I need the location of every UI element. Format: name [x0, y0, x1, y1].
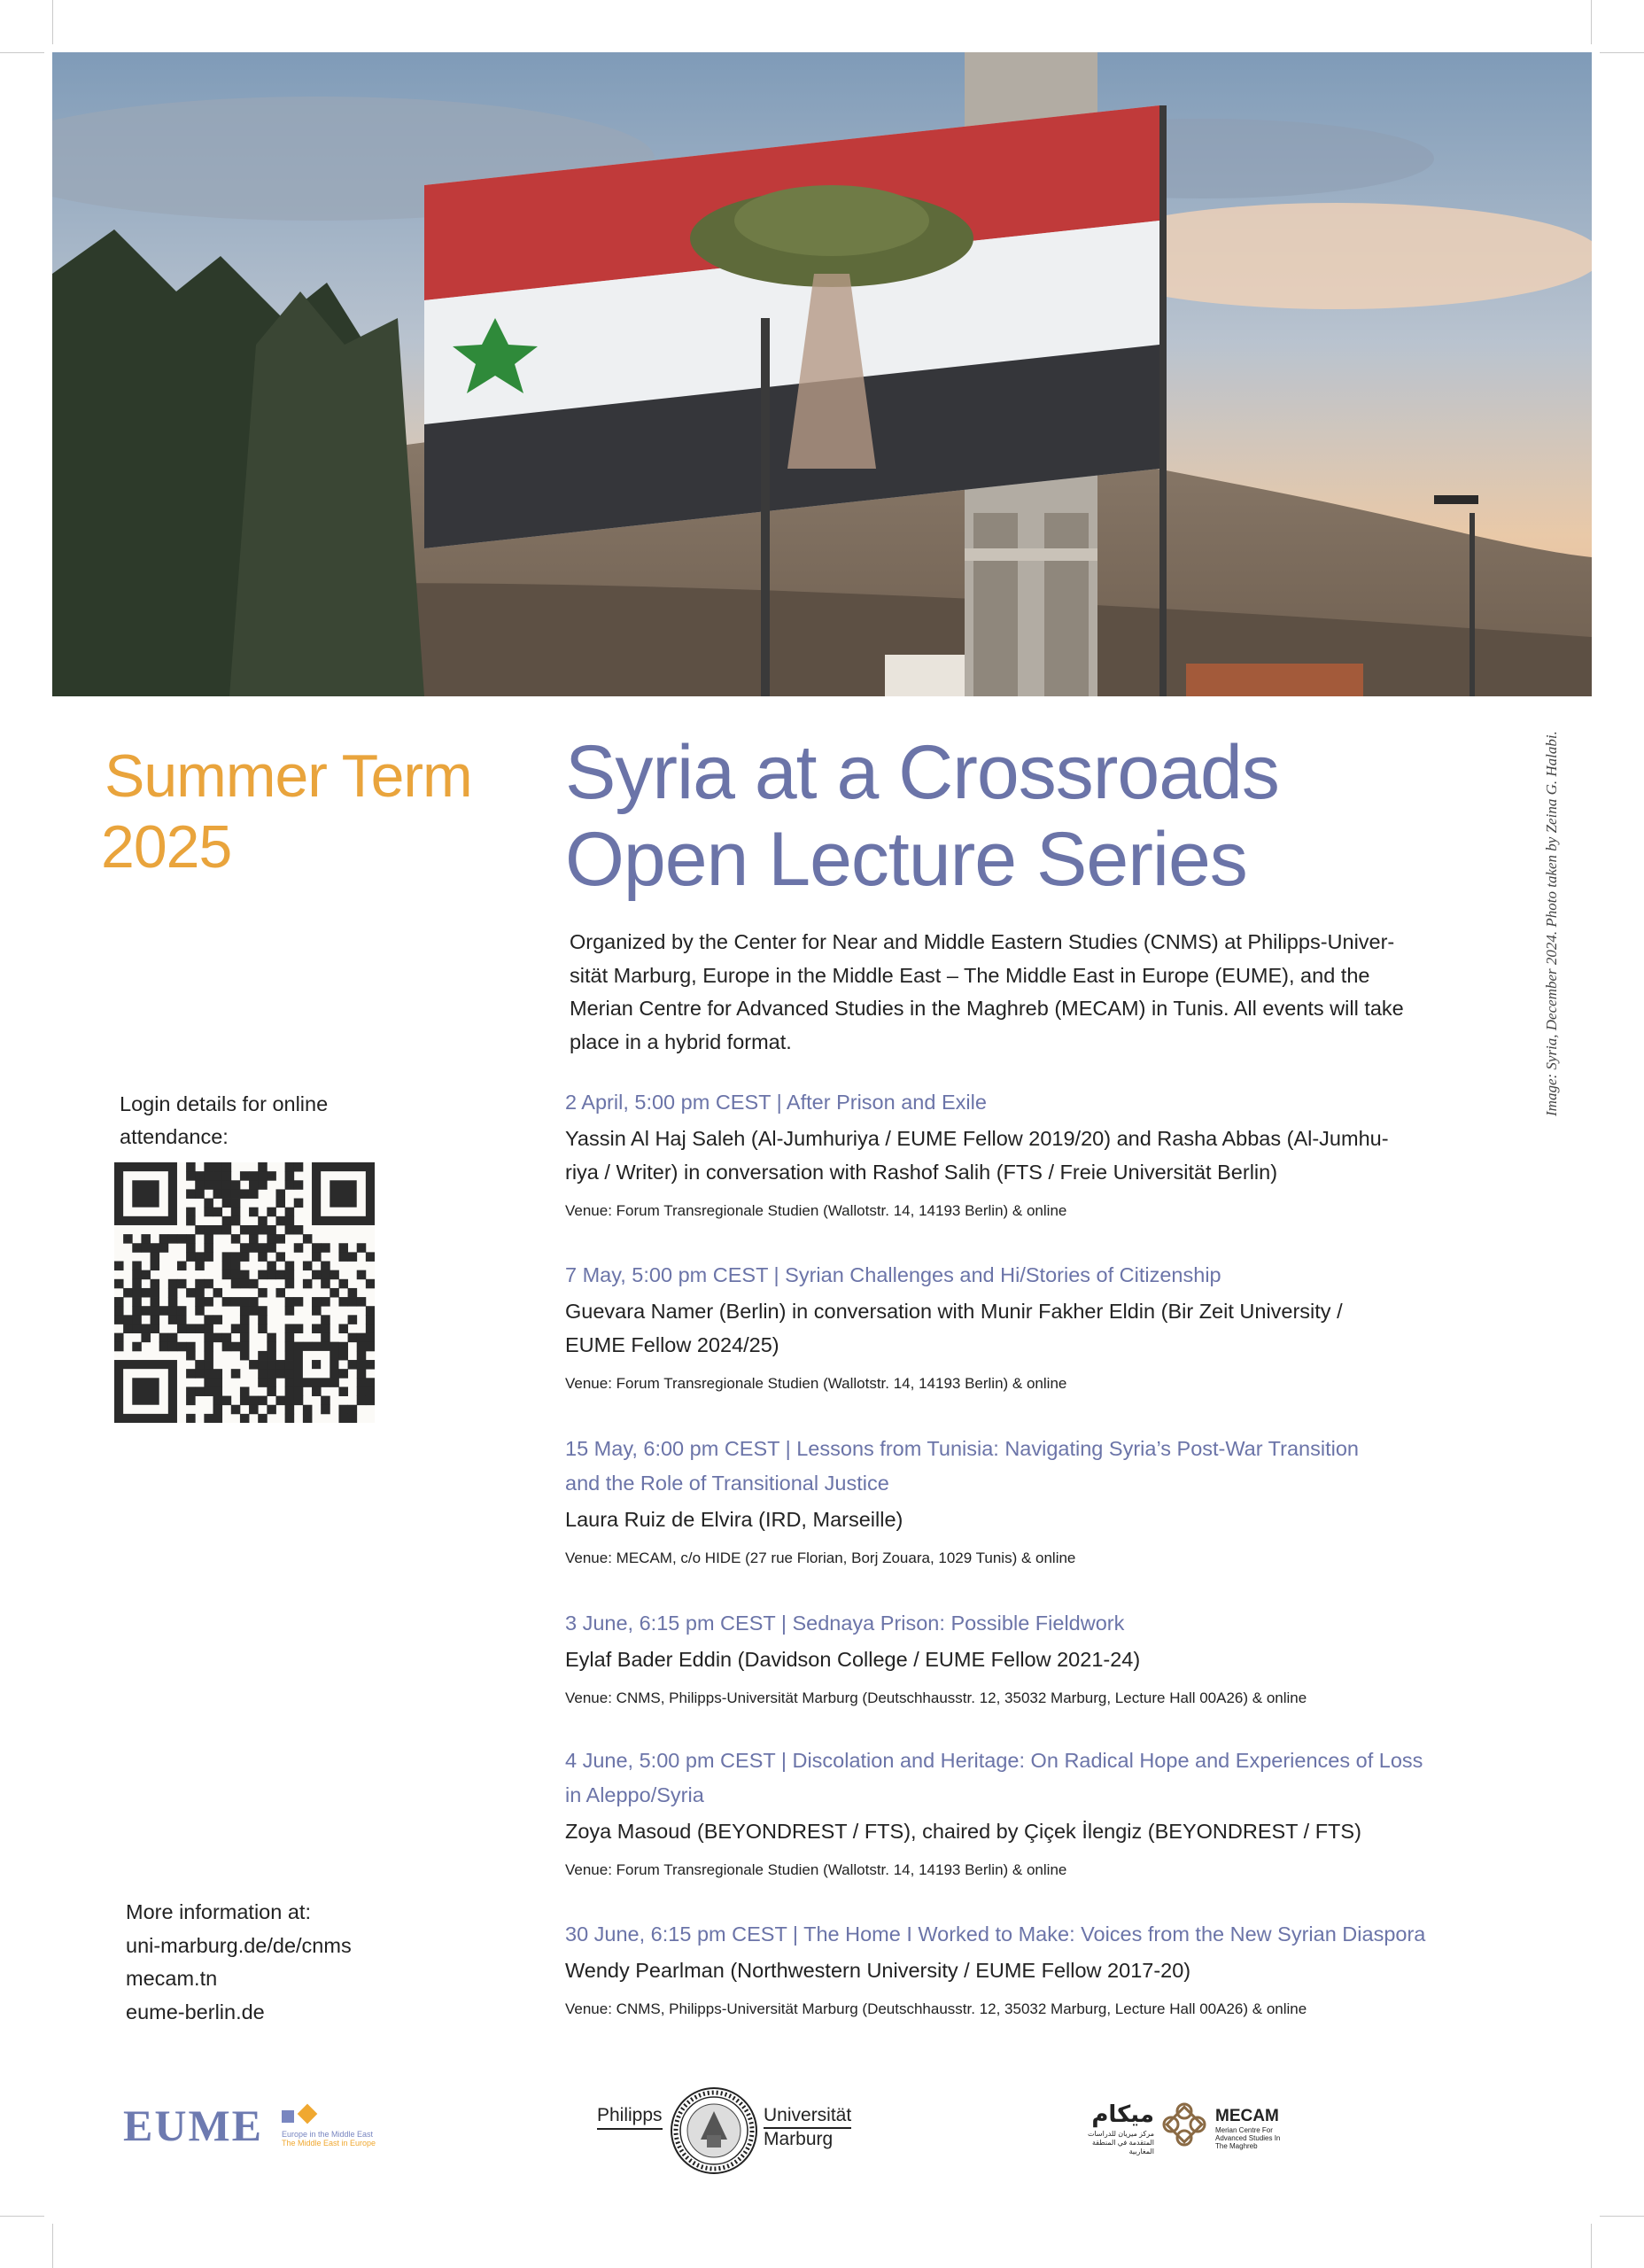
- photo-credit: Image: Syria, December 2024. Photo taken by Zeina G. Halabi.: [1543, 731, 1560, 1116]
- crop-mark: [0, 2216, 44, 2217]
- hero-photo: [52, 52, 1592, 696]
- crop-mark: [1600, 2216, 1644, 2217]
- crop-mark: [1600, 52, 1644, 53]
- title-line2: Open Lecture Series: [565, 817, 1247, 902]
- link-mecam[interactable]: mecam.tn: [126, 1967, 218, 1990]
- link-cnms[interactable]: uni-marburg.de/de/cnms: [126, 1933, 352, 1957]
- mecam-emblem-icon: [1159, 2100, 1209, 2149]
- crop-mark: [1591, 2224, 1592, 2268]
- crop-mark: [1591, 0, 1592, 44]
- event-item: [565, 1917, 1451, 2021]
- event-venue: Venue: Forum Transregionale Studien (Wallotstr. 14, 14193 Berlin) & online: [565, 1375, 1067, 1392]
- event-heading: 15 May, 6:00 pm CEST | Lessons from Tunisia: Navigating Syria’s Post-War Transition and the Role of Transitional Justice: [565, 1437, 1359, 1495]
- link-eume[interactable]: eume-berlin.de: [126, 2000, 265, 2023]
- eume-tagline-2: The Middle East in Europe: [282, 2139, 376, 2148]
- pum-universitaet: Universität: [764, 2105, 851, 2129]
- mecam-logo: [1085, 2091, 1298, 2171]
- event-item: [565, 1432, 1451, 1606]
- eume-diamond-icon: [298, 2104, 318, 2124]
- event-heading: 4 June, 5:00 pm CEST | Discolation and Heritage: On Radical Hope and Experiences of Loss in Aleppo/Syria: [565, 1749, 1423, 1806]
- login-label: Login details for online attendance:: [120, 1092, 329, 1148]
- qr-code-icon[interactable]: [114, 1162, 375, 1423]
- intro-paragraph: Organized by the Center for Near and Middle Eastern Studies (CNMS) at Philipps-Univer-sität Marburg, Europe in the Middle East – The Middle East in Europe (EUME), and the Merian Centre for Advanced Studies in the Maghreb (MECAM) in Tunis. All events will take place in a hybrid format.: [570, 930, 1404, 1053]
- term-line2: 2025: [101, 813, 232, 881]
- event-heading: 2 April, 5:00 pm CEST | After Prison and Exile: [565, 1091, 987, 1114]
- mecam-wordmark: MECAM: [1215, 2107, 1279, 2125]
- qr-code-graphic: [114, 1162, 375, 1423]
- more-info-label: More information at:: [126, 1900, 311, 1923]
- event-venue: Venue: MECAM, c/o HIDE (27 rue Florian, Borj Zouara, 1029 Tunis) & online: [565, 1550, 1076, 1566]
- crop-mark: [52, 2224, 53, 2268]
- eume-wordmark: EUME: [123, 2101, 263, 2150]
- event-item: [565, 1744, 1451, 1917]
- pum-philipps: Philipps: [597, 2105, 663, 2130]
- event-venue: Venue: CNMS, Philipps-Universität Marburg (Deutschhausstr. 12, 35032 Marburg, Lecture Hall 00A26) & online: [565, 2000, 1307, 2017]
- eume-square-icon: [282, 2110, 294, 2123]
- event-heading: 30 June, 6:15 pm CEST | The Home I Worked to Make: Voices from the New Syrian Diaspora: [565, 1922, 1426, 1946]
- event-venue: Venue: CNMS, Philipps-Universität Marburg (Deutschhausstr. 12, 35032 Marburg, Lecture Hall 00A26) & online: [565, 1689, 1307, 1706]
- event-speakers: Laura Ruiz de Elvira (IRD, Marseille): [565, 1508, 903, 1531]
- crop-mark: [52, 0, 53, 44]
- term-line1: Summer Term: [105, 742, 472, 810]
- title-line1: Syria at a Crossroads: [565, 730, 1279, 815]
- event-item: [565, 1085, 1451, 1258]
- term-heading: [101, 741, 472, 882]
- event-item: [565, 1606, 1451, 1744]
- mecam-subtitle: Merian Centre For Advanced Studies In The Maghreb: [1215, 2126, 1281, 2150]
- pum-right-text: [764, 2105, 851, 2150]
- eume-tagline: [282, 2130, 376, 2148]
- event-heading: 7 May, 5:00 pm CEST | Syrian Challenges and Hi/Stories of Citizenship: [565, 1263, 1221, 1286]
- event-speakers: Yassin Al Haj Saleh (Al-Jumhuriya / EUME Fellow 2019/20) and Rasha Abbas (Al-Jumhu-riya / Writer) in conversation with Rashof Salih (FTS / Freie Universität Berlin): [565, 1127, 1389, 1184]
- event-speakers: Zoya Masoud (BEYONDREST / FTS), chaired by Çiçek İlengiz (BEYONDREST / FTS): [565, 1820, 1361, 1843]
- mecam-arabic-name: ميكام: [1091, 2101, 1154, 2127]
- university-seal-icon: [670, 2086, 758, 2175]
- eume-tagline-1: Europe in the Middle East: [282, 2130, 374, 2139]
- pum-marburg: Marburg: [764, 2129, 834, 2149]
- event-speakers: Guevara Namer (Berlin) in conversation with Munir Fakher Eldin (Bir Zeit University / EUME Fellow 2024/25): [565, 1300, 1343, 1356]
- more-info: [126, 1896, 352, 2029]
- event-heading: 3 June, 6:15 pm CEST | Sednaya Prison: Possible Fieldwork: [565, 1612, 1125, 1635]
- event-venue: Venue: Forum Transregionale Studien (Wallotstr. 14, 14193 Berlin) & online: [565, 1861, 1067, 1878]
- event-venue: Venue: Forum Transregionale Studien (Wallotstr. 14, 14193 Berlin) & online: [565, 1202, 1067, 1219]
- syria-flag-billboard-photo-icon: [52, 52, 1592, 696]
- marburg-university-logo: [595, 2084, 861, 2181]
- event-speakers: Eylaf Bader Eddin (Davidson College / EUME Fellow 2021-24): [565, 1648, 1141, 1671]
- event-list: [565, 1085, 1451, 2021]
- event-speakers: Wendy Pearlman (Northwestern University / EUME Fellow 2017-20): [565, 1959, 1191, 1982]
- event-item: [565, 1258, 1451, 1432]
- eume-logo: [123, 2100, 376, 2155]
- crop-mark: [0, 52, 44, 53]
- page-title: [565, 729, 1279, 903]
- mecam-arabic-sub: مركز ميريان للدراسات المتقدمة في المنطقة المغاربية: [1087, 2130, 1154, 2155]
